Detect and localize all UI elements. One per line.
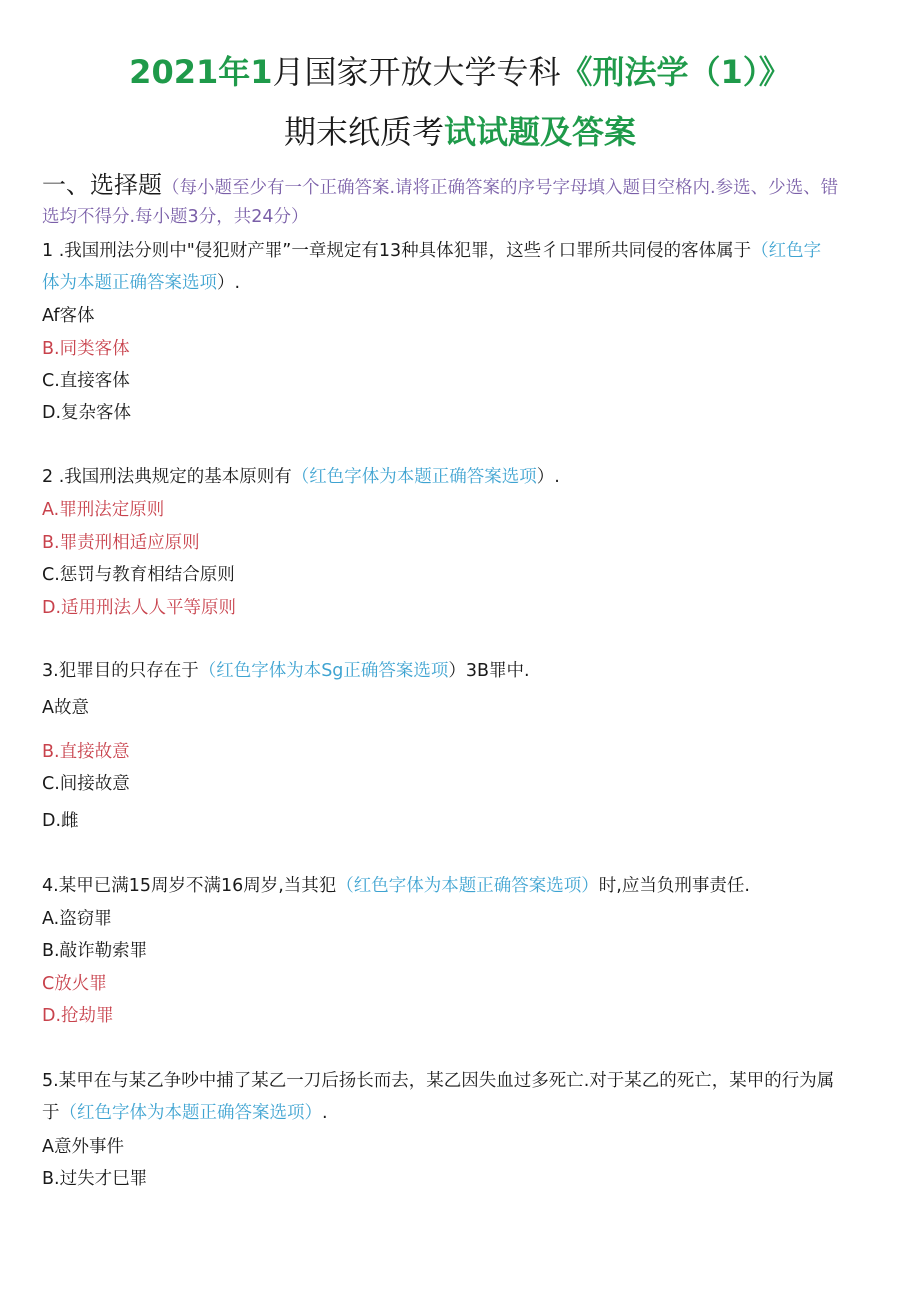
question-3-text: 3.犯罪目的只存在于: [42, 661, 199, 681]
question-2-option-d: D.适用刑法人人平等原则: [42, 598, 237, 618]
question-2-text: 2 .我国刑法典规定的基本原则有: [42, 467, 292, 487]
document-title-line2: [0, 112, 920, 152]
question-1-text: 1 .我国刑法分则中"侵犯财产罪”一章规定有13种具体犯罪，这些彳口罪所共同侵的客体属于: [42, 241, 752, 261]
question-2-tail: ）.: [536, 467, 560, 487]
question-1-option-a: Af客体: [42, 306, 95, 326]
question-4-tail: 时,应当负刑事责任.: [598, 876, 750, 896]
title-year: 2021年1: [129, 53, 273, 91]
section-heading: [42, 170, 838, 203]
question-5-text: 于: [42, 1103, 60, 1123]
question-1-option-b: B.同类客体: [42, 339, 130, 359]
question-3-stem: [42, 659, 530, 683]
question-1-tail: ）.: [217, 273, 241, 293]
question-4-text: 4.某甲已满15周岁不满16周岁,当其犯: [42, 876, 337, 896]
question-3-option-b: B.直接故意: [42, 742, 130, 762]
title-exam: 期末纸质考: [283, 113, 444, 151]
question-3-tail: ）3B罪中.: [448, 661, 530, 681]
question-3-option-a: A故意: [42, 698, 89, 718]
title-course: 《刑法学（1）》: [560, 53, 791, 91]
question-1-option-c: C.直接客体: [42, 371, 130, 391]
question-3-option-c: C.间接故意: [42, 774, 130, 794]
question-5-blank: （红色字体为本题正确答案选项）: [59, 1103, 322, 1123]
question-5-stem-line2: [42, 1101, 328, 1125]
document-title-line1: [0, 52, 920, 92]
question-2-option-a: A.罪刑法定原则: [42, 500, 165, 520]
section-note-line2: 选均不得分.每小题3分，共24分）: [42, 207, 309, 227]
question-2-stem: [42, 465, 560, 489]
section-note-line1: （每小题至少有一个正确答案.请将正确答案的序号字母填入题目空格内.参选、少选、错: [162, 178, 839, 198]
question-3-blank: （红色字体为本Sg正确答案选项: [198, 661, 449, 681]
question-5-option-a: A意外事件: [42, 1137, 124, 1157]
question-1-blank: （红色字: [751, 241, 822, 261]
question-5-option-b: B.过失才巳罪: [42, 1169, 148, 1189]
title-university: 月国家开放大学专科: [272, 53, 561, 91]
question-5-tail: .: [322, 1103, 328, 1123]
question-4-stem: [42, 874, 750, 898]
question-1-stem-line2: [42, 271, 240, 295]
question-4-option-d: D.抢劫罪: [42, 1006, 114, 1026]
section-title: 一、选择题: [42, 171, 162, 199]
question-4-option-c: C放火罪: [42, 974, 107, 994]
question-2-blank: （红色字体为本题正确答案选项: [291, 467, 537, 487]
question-2-option-c: C.惩罚与教育相结合原则: [42, 565, 235, 585]
question-1-option-d: D.复杂客体: [42, 403, 132, 423]
question-2-option-b: B.罪责刑相适应原则: [42, 533, 200, 553]
question-4-blank: （红色字体为本题正确答案选项）: [336, 876, 599, 896]
question-1-stem-line1: [42, 239, 821, 263]
question-4-option-a: A.盗窃罪: [42, 909, 112, 929]
title-answers: 试试题及答案: [444, 113, 637, 151]
question-1-blank-cont: 体为本题正确答案选项: [42, 273, 217, 293]
question-3-option-d: D.雌: [42, 811, 79, 831]
question-5-stem-line1: 5.某甲在与某乙争吵中捕了某乙一刀后扬长而去，某乙因失血过多死亡.对于某乙的死亡，某甲的行为属: [42, 1071, 835, 1091]
question-4-option-b: B.敲诈勒索罪: [42, 941, 148, 961]
